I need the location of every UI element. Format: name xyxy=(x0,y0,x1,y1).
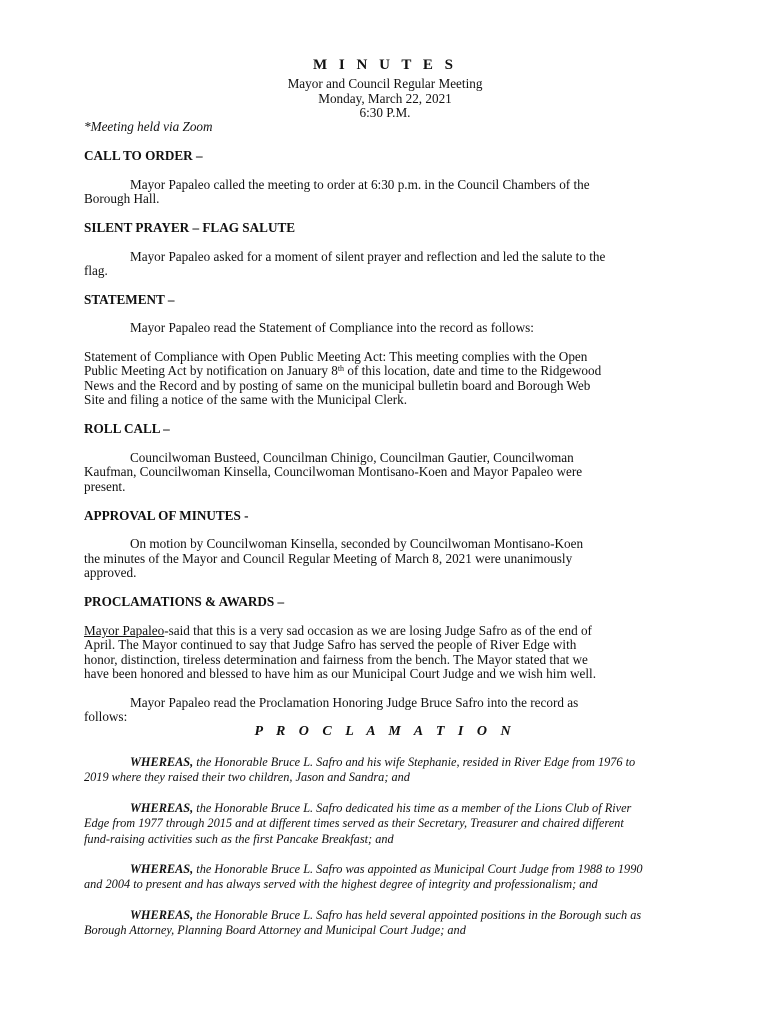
proclamations-text xyxy=(84,623,592,638)
whereas-text: the Honorable Bruce L. Safro dedicated his time as a member of the Lions Club of River xyxy=(193,801,632,815)
whereas-text: fund-raising activities such as the first Pancake Breakfast; and xyxy=(84,832,394,846)
roll-call-text: Councilwoman Busteed, Councilman Chinigo, Councilman Gautier, Councilwoman xyxy=(130,450,574,465)
whereas-clause xyxy=(130,801,631,816)
whereas-text: and 2004 to present and has always served with the highest degree of integrity and professionalism; and xyxy=(84,877,598,891)
meeting-date: Monday, March 22, 2021 xyxy=(318,91,452,106)
statement-text: Site and filing a notice of the same with the Municipal Clerk. xyxy=(84,392,408,407)
silent-prayer-text: flag. xyxy=(84,263,108,278)
call-to-order-text: Borough Hall. xyxy=(84,191,160,206)
roll-call-text: present. xyxy=(84,479,126,494)
whereas-text: Edge from 1977 through 2015 and at different times served as their Secretary, Treasurer and chaired different xyxy=(84,816,624,830)
meeting-name: Mayor and Council Regular Meeting xyxy=(287,76,483,91)
whereas-clause xyxy=(130,755,635,770)
statement-text-part: of this location, date and time to the Ridgewood xyxy=(344,363,602,378)
proclamations-heading: PROCLAMATIONS & AWARDS – xyxy=(84,594,285,609)
speaker-name: Mayor Papaleo xyxy=(84,623,165,638)
approval-text: the minutes of the Mayor and Council Regular Meeting of March 8, 2021 were unanimously xyxy=(84,551,573,566)
superscript: th xyxy=(337,364,345,373)
roll-call-heading: ROLL CALL – xyxy=(84,421,170,436)
proclamation-title: P R O C L A M A T I O N xyxy=(254,724,516,739)
whereas-text: the Honorable Bruce L. Safro was appointed as Municipal Court Judge from 1988 to 1990 xyxy=(193,862,643,876)
whereas-label: WHEREAS, xyxy=(130,755,194,769)
whereas-text: 2019 where they raised their two children, Jason and Sandra; and xyxy=(84,770,410,784)
silent-prayer-text: Mayor Papaleo asked for a moment of silent prayer and reflection and led the salute to the xyxy=(130,249,606,264)
document-title: M I N U T E S xyxy=(313,57,457,73)
proclamations-text-part: -said that this is a very sad occasion as we are losing Judge Safro as of the end of xyxy=(164,623,592,638)
statement-heading: STATEMENT – xyxy=(84,292,175,307)
whereas-clause xyxy=(130,862,643,877)
proclamations-text: April. The Mayor continued to say that Judge Safro has served the people of River Edge with xyxy=(84,637,577,652)
call-to-order-text: Mayor Papaleo called the meeting to order at 6:30 p.m. in the Council Chambers of the xyxy=(130,177,590,192)
statement-intro: Mayor Papaleo read the Statement of Compliance into the record as follows: xyxy=(130,320,534,335)
approval-heading: APPROVAL OF MINUTES - xyxy=(84,508,249,523)
proclamations-text: have been honored and blessed to have him as our Municipal Court Judge and we wish him well. xyxy=(84,666,597,681)
whereas-text: Borough Attorney, Planning Board Attorney and Municipal Court Judge; and xyxy=(84,923,466,937)
whereas-label: WHEREAS, xyxy=(130,801,194,815)
approval-text: On motion by Councilwoman Kinsella, seconded by Councilwoman Montisano-Koen xyxy=(130,536,584,551)
silent-prayer-heading: SILENT PRAYER – FLAG SALUTE xyxy=(84,220,296,235)
whereas-text: the Honorable Bruce L. Safro has held several appointed positions in the Borough such as xyxy=(193,908,642,922)
approval-text: approved. xyxy=(84,565,137,580)
read-proclamation-text: Mayor Papaleo read the Proclamation Honoring Judge Bruce Safro into the record as xyxy=(130,695,579,710)
whereas-label: WHEREAS, xyxy=(130,908,194,922)
whereas-clause xyxy=(130,908,641,923)
proclamations-text: honor, distinction, tireless determination and fairness from the bench. The Mayor stated that we xyxy=(84,652,588,667)
zoom-note: *Meeting held via Zoom xyxy=(84,119,213,134)
whereas-label: WHEREAS, xyxy=(130,862,194,876)
statement-text: News and the Record and by posting of same on the municipal bulletin board and Borough Web xyxy=(84,378,591,393)
statement-text: Statement of Compliance with Open Public Meeting Act: This meeting complies with the Open xyxy=(84,349,588,364)
call-to-order-heading: CALL TO ORDER – xyxy=(84,148,203,163)
meeting-time: 6:30 P.M. xyxy=(359,105,411,120)
whereas-text: the Honorable Bruce L. Safro and his wife Stephanie, resided in River Edge from 1976 to xyxy=(193,755,636,769)
statement-text xyxy=(84,363,601,378)
statement-text-part: Public Meeting Act by notification on January 8 xyxy=(84,363,338,378)
read-proclamation-text: follows: xyxy=(84,709,128,724)
roll-call-text: Kaufman, Councilwoman Kinsella, Councilwoman Montisano-Koen and Mayor Papaleo were xyxy=(84,464,583,479)
